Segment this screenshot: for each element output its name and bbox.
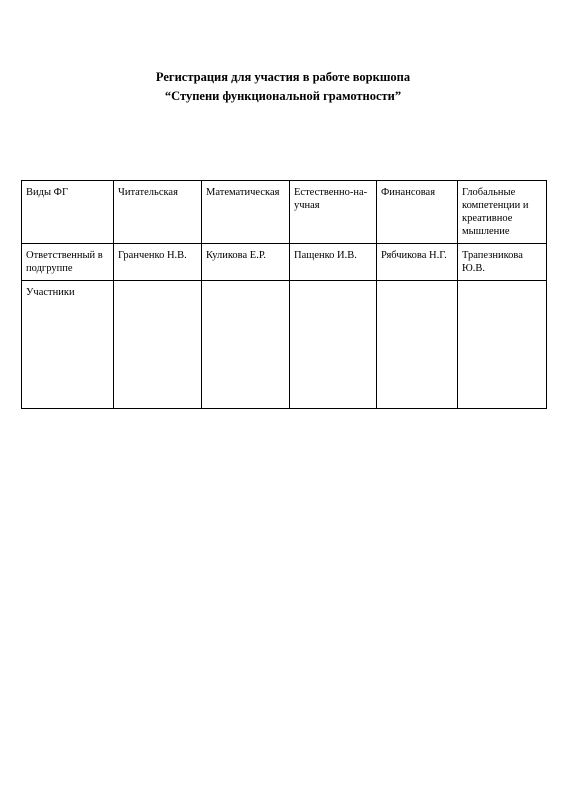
table-row-participants (22, 281, 547, 409)
cell-reading: Читательская (114, 181, 202, 244)
document-title (0, 68, 566, 106)
table-row-responsible (22, 244, 547, 281)
registration-table (21, 180, 547, 409)
cell-responsible-science: Пащенко И.В. (290, 244, 377, 281)
cell-participants-financial[interactable] (377, 281, 458, 409)
cell-participants-global[interactable] (458, 281, 547, 409)
cell-participants-science[interactable] (290, 281, 377, 409)
cell-participants-label: Участники (22, 281, 114, 409)
table-row-header (22, 181, 547, 244)
cell-fg-types-label: Виды ФГ (22, 181, 114, 244)
title-line-1: Регистрация для участия в работе воркшопа (155, 70, 411, 84)
cell-global-competence: Глобальные компетенции и креативное мышление (458, 181, 547, 244)
cell-responsible-reading: Гранченко Н.В. (114, 244, 202, 281)
cell-responsible-global: Трапезникова Ю.В. (458, 244, 547, 281)
cell-responsible-financial: Рябчикова Н.Г. (377, 244, 458, 281)
cell-participants-math[interactable] (202, 281, 290, 409)
cell-math: Математическая (202, 181, 290, 244)
cell-financial: Финансовая (377, 181, 458, 244)
title-line-2: “Ступени функциональной грамотности” (164, 89, 402, 103)
cell-science: Естественно-научная (290, 181, 377, 244)
cell-responsible-label: Ответственный в подгруппе (22, 244, 114, 281)
cell-responsible-math: Куликова Е.Р. (202, 244, 290, 281)
cell-participants-reading[interactable] (114, 281, 202, 409)
